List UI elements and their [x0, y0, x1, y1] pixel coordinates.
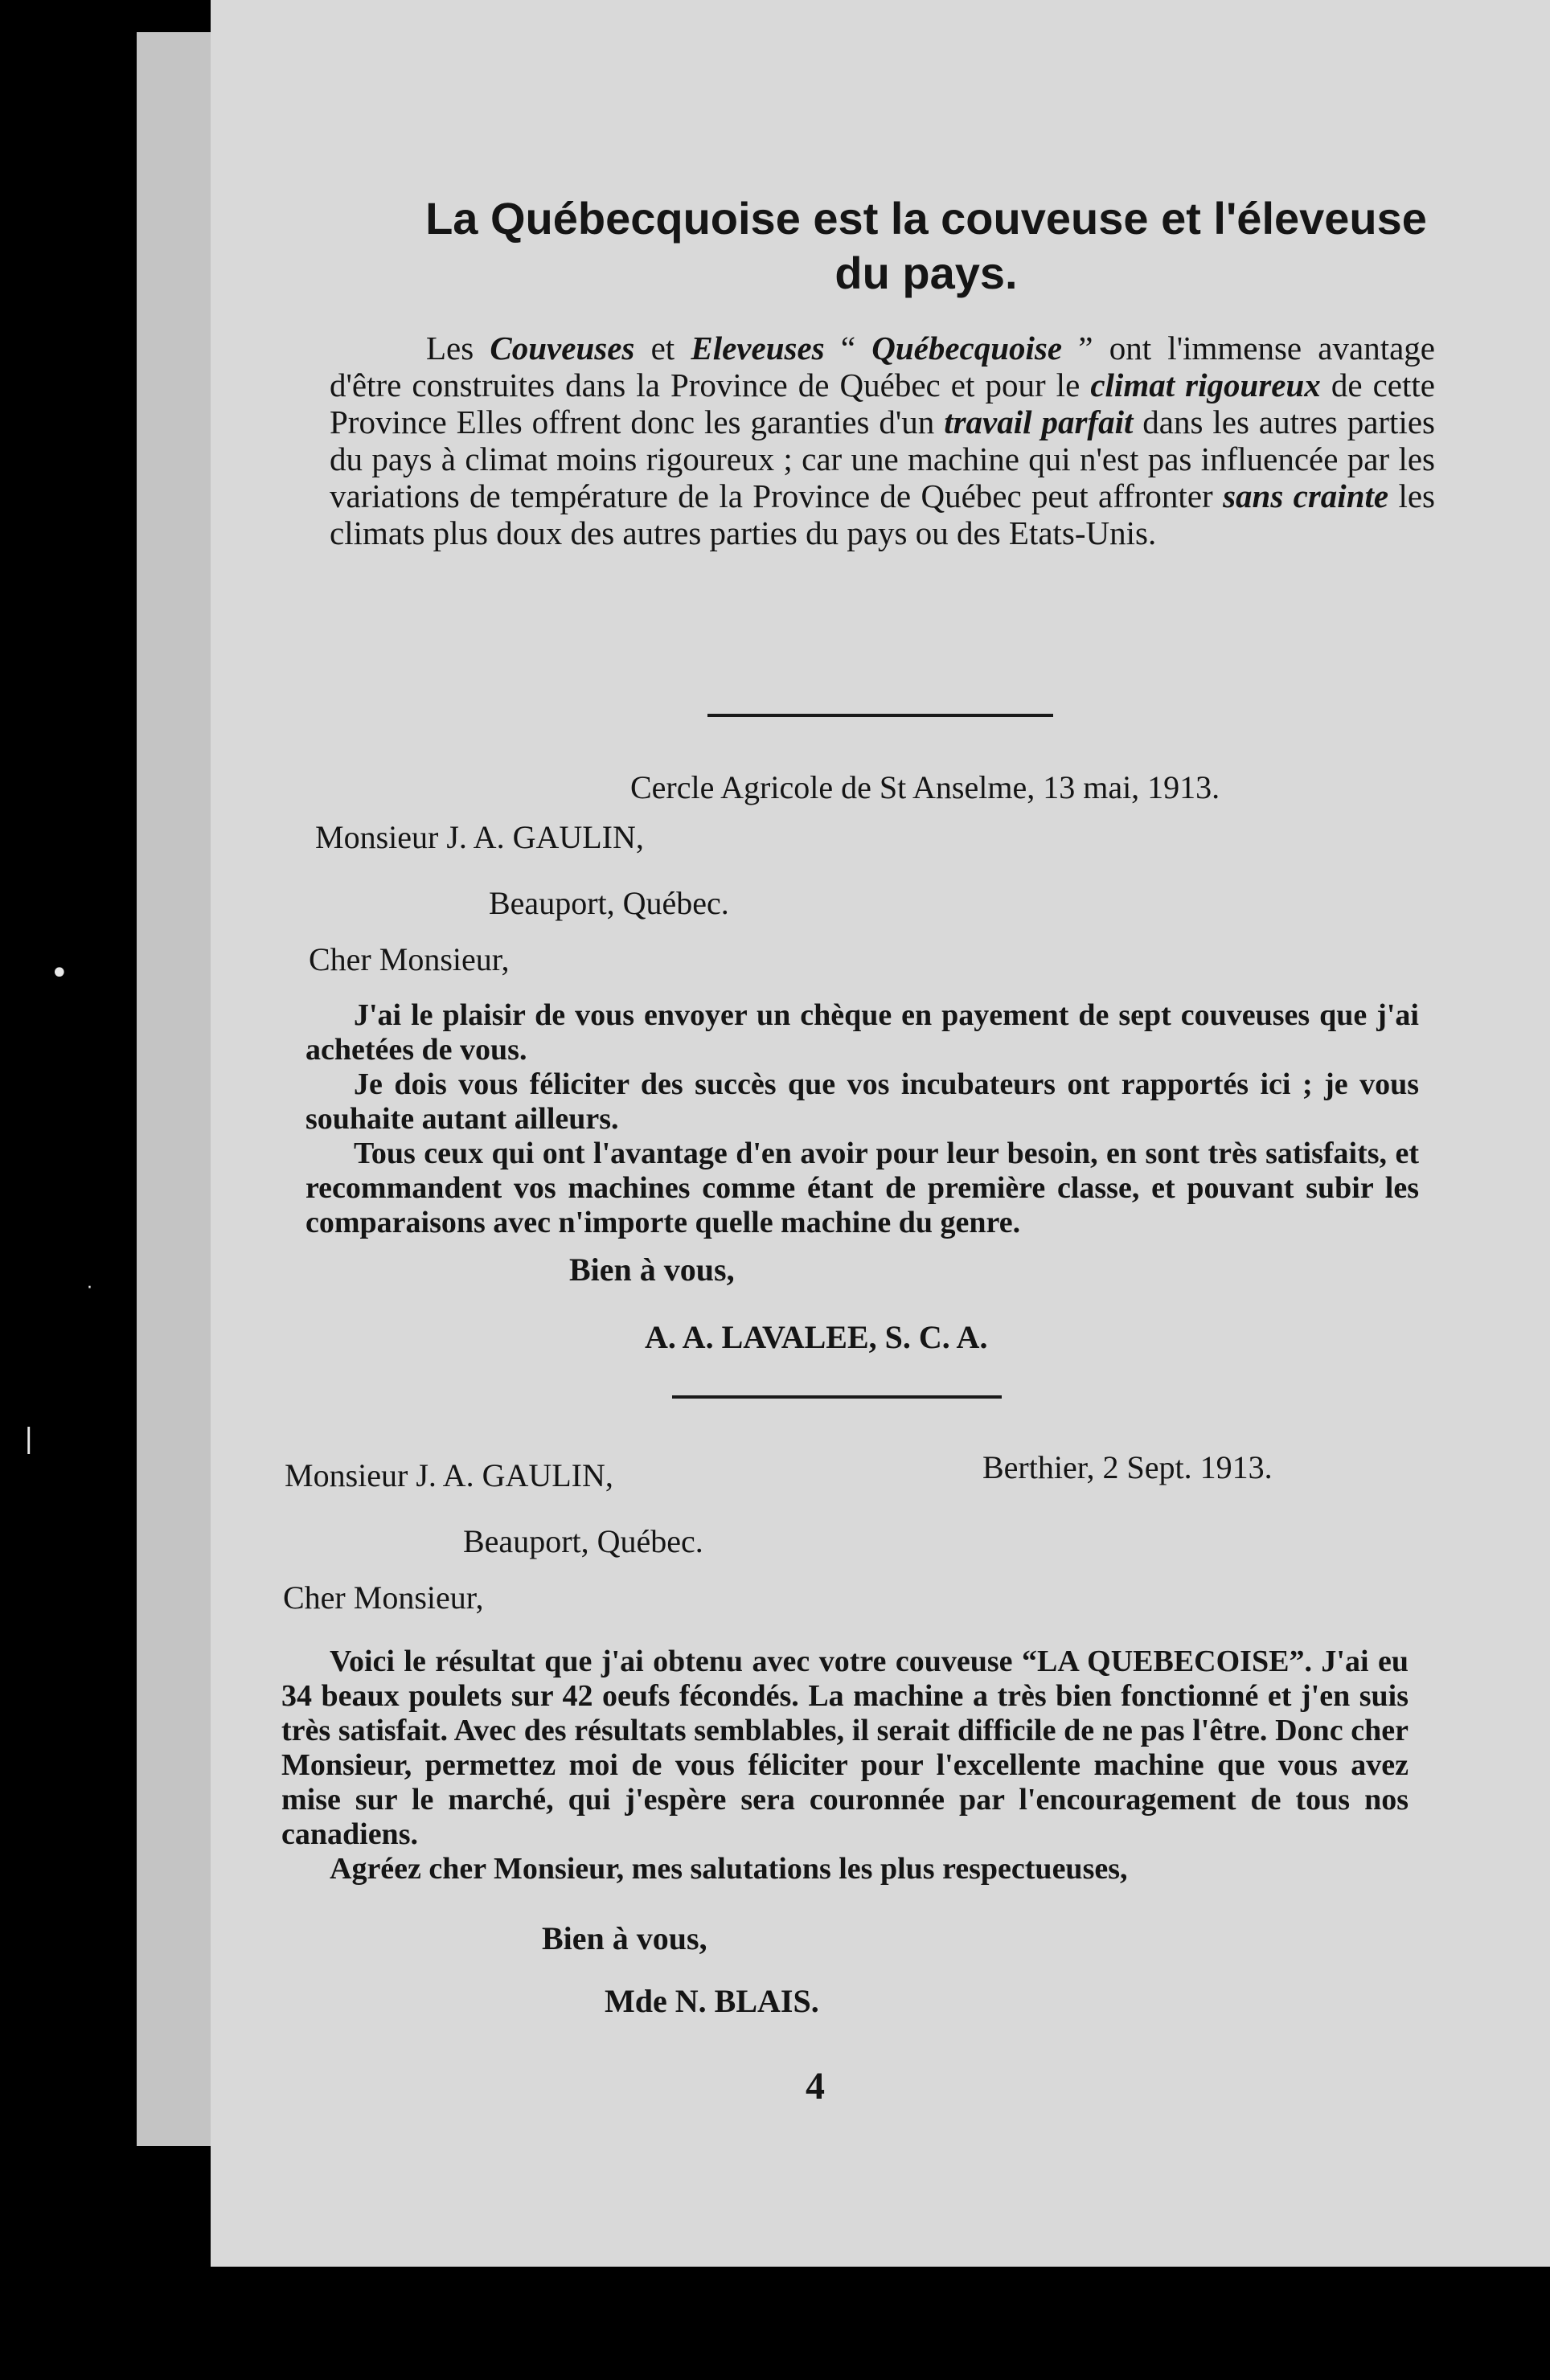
scan-artifact-mark: | [24, 1423, 34, 1455]
letter2-address: Beauport, Québec. [463, 1523, 703, 1559]
intro-text: les climats plus doux des autres parties du pays ou des Etats-Unis. [330, 477, 1436, 551]
letter2-paragraph: Agréez cher Monsieur, mes salutations les plus respectueuses, [330, 1852, 1128, 1886]
letter1-dateline: Cercle Agricole de St Anselme, 13 mai, 1913. [630, 769, 1220, 805]
page-number: 4 [806, 2065, 825, 2108]
intro-paragraph [330, 330, 1435, 551]
letter1-paragraph: J'ai le plaisir de vous envoyer un chèque en payement de sept couveuses que j'ai achetées de vous. [305, 998, 1419, 1067]
letter2-body [281, 1645, 1409, 1886]
intro-text: dans les autres parties du pays à climat moins rigoureux ; car une machine qui n'est pas influencée par les variations de température de la Province de Québec peut affronter [330, 403, 1435, 514]
letter1-closing: Bien à vous, [569, 1251, 735, 1288]
intro-emphasis: Québecquoise [871, 330, 1063, 367]
letter1-addressee: Monsieur J. A. GAULIN, [315, 819, 644, 855]
letter2-paragraph: Voici le résultat que j'ai obtenu avec votre couveuse “LA QUEBECOISE”. J'ai eu 34 beaux poulets sur 42 oeufs fécondés. La machine a très bien fonctionné et j'en suis très satisfait. Avec des résultats semblables, il serait difficile de ne pas l'être. Donc cher Monsieur, permettez moi de vous féliciter pour l'excellente machine que vous avez mise sur le marché, qui j'espère sera couronnée par l'encouragement de tous nos canadiens. [281, 1645, 1409, 1851]
scan-artifact-mark: · [87, 1278, 92, 1298]
intro-text: et [634, 330, 691, 367]
intro-emphasis: Eleveuses [691, 330, 825, 367]
intro-text: ” ont l'immense avantage d'être construites dans la Province de Québec et pour le [330, 330, 1435, 403]
letter1-body [305, 998, 1419, 1240]
letter2-signature: Mde N. BLAIS. [605, 1983, 819, 2019]
heading-line-1: La Québecquoise est la couveuse et l'éleveuse [425, 193, 1427, 244]
section-divider [672, 1395, 1002, 1399]
letter1-paragraph: Je dois vous féliciter des succès que vos incubateurs ont rapportés ici ; je vous souhaite autant ailleurs. [305, 1067, 1419, 1136]
intro-text: “ [824, 330, 872, 367]
letter2-closing: Bien à vous, [542, 1920, 707, 1956]
intro-emphasis: sans crainte [1223, 477, 1389, 514]
intro-emphasis: travail parfait [944, 403, 1134, 440]
intro-emphasis: climat rigoureux [1090, 367, 1321, 403]
letter1-signature: A. A. LAVALEE, S. C. A. [645, 1319, 988, 1355]
intro-emphasis: Couveuses [490, 330, 635, 367]
letter1-paragraph: Tous ceux qui ont l'avantage d'en avoir pour leur besoin, en sont très satisfaits, et recommandent vos machines comme étant de première classe, et pouvant subir les comparaisons avec n'importe quelle machine du genre. [305, 1137, 1419, 1239]
page-heading [420, 191, 1433, 301]
letter2-salutation: Cher Monsieur, [283, 1579, 484, 1616]
document-page [211, 0, 1550, 2267]
letter1-salutation: Cher Monsieur, [309, 941, 510, 977]
intro-text: Les [426, 330, 490, 367]
letter1-address: Beauport, Québec. [489, 885, 729, 921]
scan-artifact-mark: • [50, 955, 69, 992]
intro-text: de cette Province Elles offrent donc les garanties d'un [330, 367, 1435, 440]
letter2-addressee: Monsieur J. A. GAULIN, [285, 1457, 613, 1493]
letter2-dateline: Berthier, 2 Sept. 1913. [982, 1449, 1273, 1485]
section-divider [707, 714, 1053, 717]
heading-line-2: du pays. [834, 248, 1018, 298]
